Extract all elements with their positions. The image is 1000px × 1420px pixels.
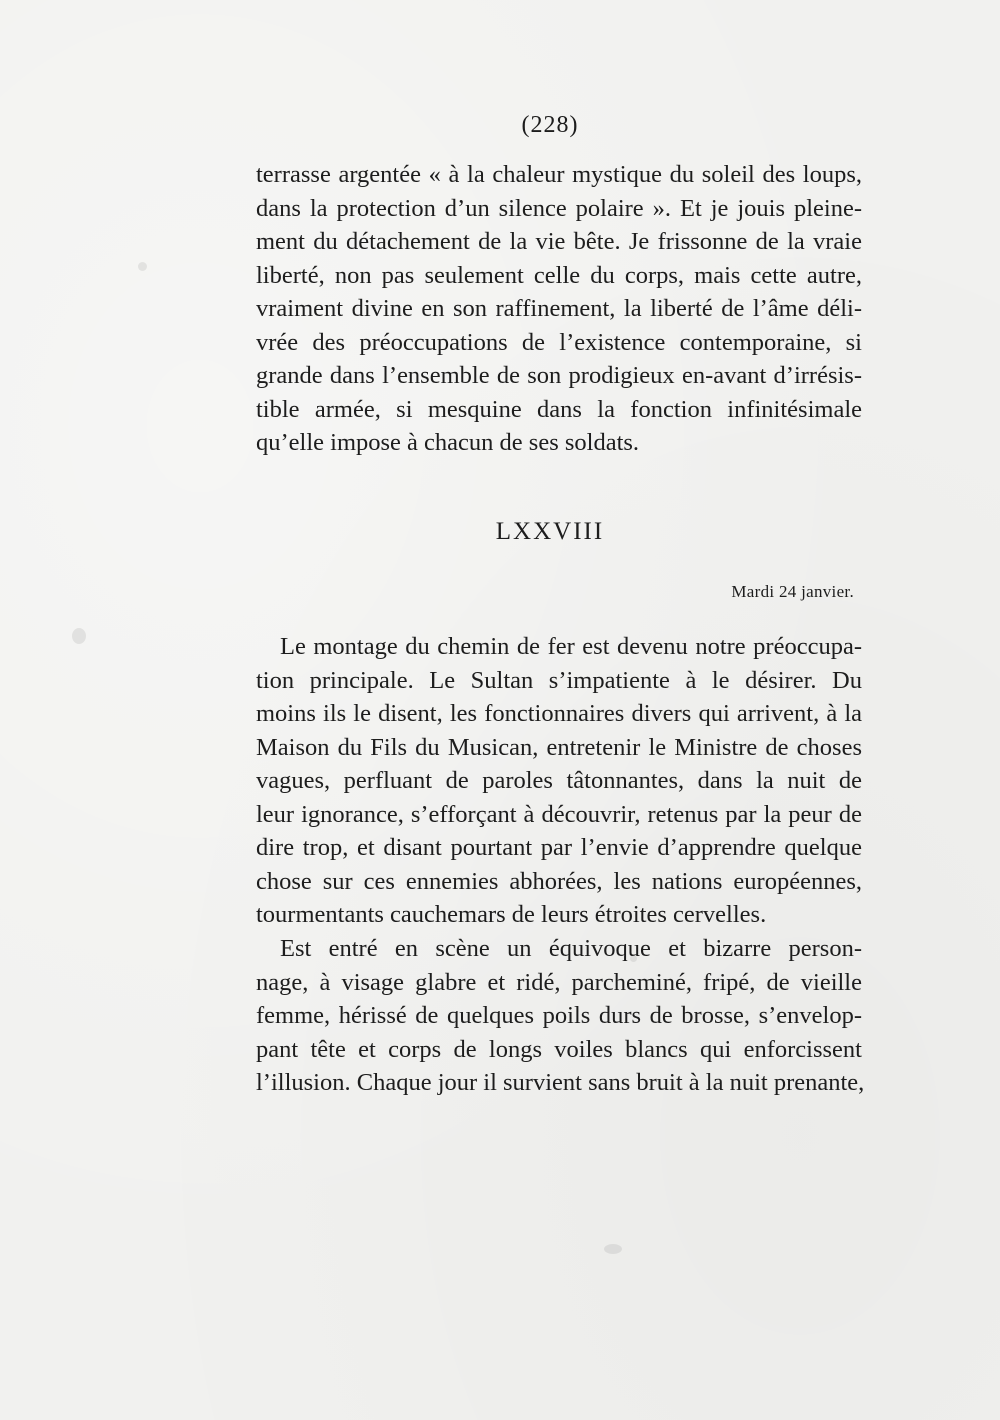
- text-line: tion principale. Le Sultan s’impatiente à le désirer. Du: [256, 666, 862, 694]
- text-line: tourmentants cauchemars de leurs étroites cervelles.: [256, 901, 767, 928]
- text-line: chose sur ces ennemies abhorées, les nations européennes,: [256, 867, 862, 895]
- text-line: qu’elle impose à chacun de ses soldats.: [256, 429, 640, 456]
- text-line: moins ils le disent, les fonctionnaires divers qui arrivent, à la: [256, 700, 862, 727]
- chapter-heading: LXXVIII: [495, 518, 605, 545]
- text-line: vraiment divine en son raffinement, la liberté de l’âme déli-: [256, 295, 862, 322]
- text-line: vagues, perfluant de paroles tâtonnantes, dans la nuit de: [256, 767, 862, 794]
- paragraph-3: [256, 932, 865, 1100]
- page-number: (228): [521, 112, 579, 138]
- text-line: leur ignorance, s’efforçant à découvrir, retenus par la peur de: [256, 800, 862, 828]
- text-line: dire trop, et disant pourtant par l’envie d’apprendre quelque: [256, 834, 862, 861]
- text-line: liberté, non pas seulement celle du corps, mais cette autre,: [256, 261, 862, 289]
- text-line: terrasse argentée « à la chaleur mystique du soleil des loups,: [256, 161, 862, 188]
- text-line: femme, hérissé de quelques poils durs de brosse, s’envelop-: [256, 1002, 862, 1029]
- text-line: nage, à visage glabre et ridé, parcheminé, fripé, de vieille: [256, 968, 862, 996]
- text-line: Maison du Fils du Musican, entretenir le Ministre de choses: [256, 733, 862, 761]
- paper-speck: [72, 628, 86, 644]
- paragraph-1: [256, 158, 862, 460]
- text-line: vrée des préoccupations de l’existence contemporaine, si: [256, 328, 862, 356]
- text-line: l’illusion. Chaque jour il survient sans bruit à la nuit prenante,: [256, 1069, 865, 1096]
- text-line: pant tête et corps de longs voiles blancs qui enforcissent: [256, 1035, 862, 1063]
- paper-speck: [138, 262, 147, 271]
- text-line: ment du détachement de la vie bête. Je frissonne de la vraie: [256, 228, 862, 255]
- paragraph-2: [256, 630, 862, 932]
- date-line: Mardi 24 janvier.: [731, 582, 854, 601]
- text-line: grande dans l’ensemble de son prodigieux en-avant d’irrésis-: [256, 362, 862, 389]
- text-line: dans la protection d’un silence polaire ». Et je jouis pleine-: [256, 194, 862, 222]
- text-line: Est entré en scène un équivoque et bizarre person-: [280, 935, 862, 962]
- text-line: Le montage du chemin de fer est devenu notre préoccupa-: [280, 633, 862, 660]
- paper-speck: [604, 1244, 622, 1254]
- text-line: tible armée, si mesquine dans la fonction infinitésimale: [256, 395, 862, 423]
